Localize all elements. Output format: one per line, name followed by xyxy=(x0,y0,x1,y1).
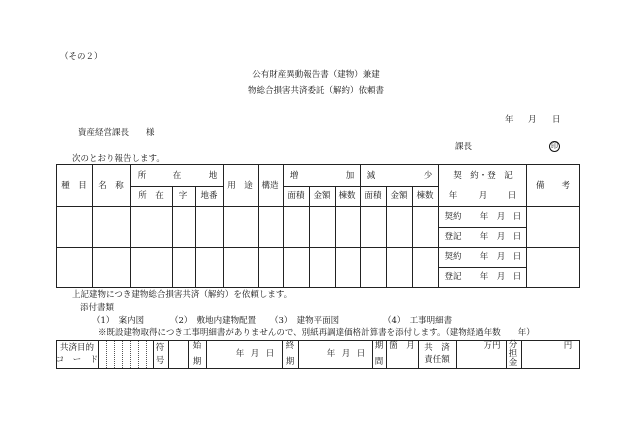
attachment-item-4: （4） 工事明細書 xyxy=(383,316,453,326)
start-year: 年 xyxy=(235,348,245,359)
row-2-contract-month: 月 xyxy=(496,251,506,262)
col-decrease-area: 面積 xyxy=(364,190,382,201)
period-label-2: 間 xyxy=(374,356,384,367)
form-title-line-2: 物総合損害共済委託（解約）依頼書 xyxy=(247,85,385,96)
share-label-2: 担 xyxy=(508,348,518,359)
start-label-1: 始 xyxy=(192,340,202,351)
row-2-registration-month: 月 xyxy=(496,271,506,282)
months-label: 箇 月 xyxy=(389,340,415,351)
col-location-right: 地 xyxy=(208,170,218,181)
col-location-left: 所 xyxy=(137,170,147,181)
row-1-contract-month: 月 xyxy=(496,211,506,222)
attachment-item-2: （2） 敷地内建物配置 xyxy=(170,316,257,326)
addressee-honorific: 様 xyxy=(146,128,155,138)
row-2-registration-label: 登記 xyxy=(444,271,462,282)
intro-text: 次のとおり報告します。 xyxy=(72,154,165,164)
end-year: 年 xyxy=(326,348,336,359)
number-label-1: 符 xyxy=(155,342,165,353)
col-decrease-right: 少 xyxy=(423,170,433,181)
start-day: 日 xyxy=(265,348,275,359)
attachment-item-3: （3） 建物平面図 xyxy=(270,316,340,326)
attachment-item-1: （1） 案内図 xyxy=(92,316,145,326)
col-location-place: 所 在 xyxy=(138,190,164,201)
col-decrease-count: 棟数 xyxy=(416,190,434,201)
row-2-registration-day: 日 xyxy=(512,271,522,282)
row-2-contract-year: 年 xyxy=(479,251,489,262)
liability-label-1: 共 済 xyxy=(424,342,450,353)
col-decrease-amount: 金額 xyxy=(390,190,408,201)
col-increase-amount: 金額 xyxy=(313,190,331,201)
end-month: 月 xyxy=(341,348,351,359)
date-month: 月 xyxy=(528,115,537,125)
row-1-contract-label: 契約 xyxy=(444,211,462,222)
col-cr-month: 月 xyxy=(478,190,488,201)
col-increase-left: 増 xyxy=(289,170,299,181)
request-text: 上記建物につき建物総合損害共済（解約）を依頼します。 xyxy=(72,290,293,300)
col-type: 種 目 xyxy=(61,180,87,191)
end-day: 日 xyxy=(356,348,366,359)
col-contract-registration: 契 約・登 記 xyxy=(453,170,513,181)
start-month: 月 xyxy=(250,348,260,359)
share-label-3: 金 xyxy=(508,357,518,368)
row-1-contract-day: 日 xyxy=(512,211,522,222)
form-title-line-1: 公有財産異動報告書（建物）兼建 xyxy=(252,69,380,80)
col-cr-day: 日 xyxy=(507,190,517,201)
attachments-label: 添付書類 xyxy=(80,303,115,313)
attachment-note: ※既設建物取得につき工事明細書がありませんので、別紙再調達価格計算書を添付します。（建物経過年数 年） xyxy=(98,328,535,338)
row-1-registration-label: 登記 xyxy=(444,231,462,242)
date-year: 年 xyxy=(505,115,514,125)
share-label-1: 分 xyxy=(508,339,518,350)
col-increase-count: 棟数 xyxy=(338,190,356,201)
col-location-lot: 地番 xyxy=(200,190,218,201)
code-label-2: コ ー ド xyxy=(55,354,99,365)
sender-title: 課長 xyxy=(455,142,473,152)
number-label-2: 号 xyxy=(155,355,165,366)
col-location-aza: 字 xyxy=(178,190,188,201)
date-day: 日 xyxy=(552,115,561,125)
col-increase-area: 面積 xyxy=(287,190,305,201)
row-2-registration-year: 年 xyxy=(479,271,489,282)
seal-mark: 印 xyxy=(551,142,558,150)
col-decrease-left: 減 xyxy=(366,170,376,181)
col-structure: 構造 xyxy=(261,180,279,191)
col-name: 名 称 xyxy=(98,180,124,191)
period-label-1: 期 xyxy=(374,340,384,351)
liability-label-2: 責任額 xyxy=(424,354,450,365)
row-1-registration-month: 月 xyxy=(496,231,506,242)
col-remarks: 備 考 xyxy=(535,180,571,191)
share-unit: 円 xyxy=(563,340,573,351)
row-2-contract-day: 日 xyxy=(512,251,522,262)
addressee-label: 資産経営課長 xyxy=(78,128,130,138)
row-1-contract-year: 年 xyxy=(479,211,489,222)
col-cr-year: 年 xyxy=(448,190,458,201)
part-number: （その２） xyxy=(60,52,103,62)
col-location-mid: 在 xyxy=(172,170,182,181)
end-label-2: 期 xyxy=(285,356,295,367)
col-usage: 用 途 xyxy=(227,180,253,191)
code-label-1: 共済目的 xyxy=(59,342,95,353)
col-increase-right: 加 xyxy=(345,170,355,181)
row-2-contract-label: 契約 xyxy=(444,251,462,262)
start-label-2: 期 xyxy=(192,356,202,367)
row-1-registration-day: 日 xyxy=(512,231,522,242)
end-label-1: 終 xyxy=(285,340,295,351)
row-1-registration-year: 年 xyxy=(479,231,489,242)
liability-unit: 万円 xyxy=(483,340,501,351)
